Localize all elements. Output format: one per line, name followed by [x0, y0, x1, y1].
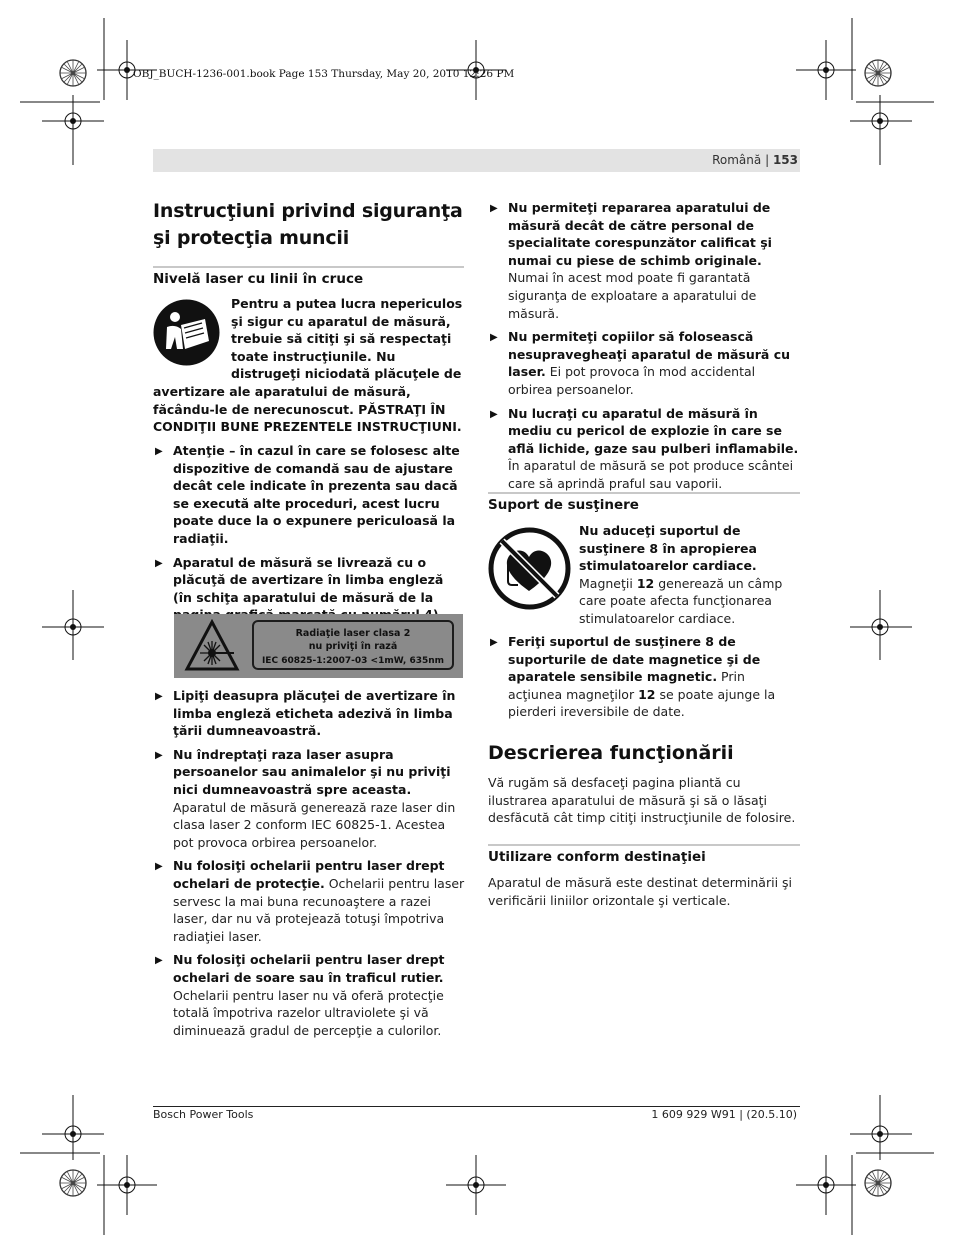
list-item	[153, 951, 465, 1039]
list-item	[153, 687, 465, 740]
support-intro-text: generează un câmp care poate afecta funcţionarea stimulatoarelor cardiace.	[579, 575, 783, 626]
header-language: Română	[712, 153, 762, 167]
bullet-number: 12	[638, 686, 656, 702]
bullet-icon: ▶	[155, 691, 163, 702]
bullet-bold-text: Lipiţi deasupra plăcuţei de avertizare în limba engleză eticheta adezivă în limba ţării dumneavoastră.	[173, 688, 456, 739]
section-rule	[488, 492, 800, 494]
bullet-text: Aparatul de măsură generează raze laser din clasa laser 2 conform IEC 60825-1. Acestea pot provoca orbirea persoanelor.	[173, 799, 456, 850]
footer-rule	[153, 1106, 800, 1107]
list-item	[153, 857, 465, 945]
bullet-bold-text: Nu lucraţi cu aparatul de măsură în mediu cu pericol de explozie în care se află lichide, gaze sau pulberi inflamabile.	[508, 405, 799, 456]
left-bullet-list-2	[153, 687, 465, 1039]
section-rule	[488, 844, 800, 846]
bullet-icon: ▶	[155, 557, 163, 569]
bullet-bold-text: Feriţi suportul de susţinere 8 de suporturile de date magnetice şi de aparatele sensibile magnetic.	[508, 634, 761, 685]
bullet-text: Ochelarii pentru laser nu vă oferă protecţie totală împotriva razelor ultraviolete şi vă diminuează gradul de percepţie a culorilor.	[173, 987, 444, 1038]
label-line-3: IEC 60825-1:2007-03 <1mW, 635nm	[261, 656, 445, 666]
bullet-icon: ▶	[155, 446, 163, 457]
bullet-bold-text: Nu permiteţi copiilor să folosească nesupravegheaţi aparatul de măsură cu laser.	[508, 329, 791, 380]
label-text-frame	[252, 620, 454, 670]
page-number: 153	[772, 153, 798, 167]
left-bullet-list	[153, 442, 465, 624]
section-title: Instrucţiuni privind siguranţa şi protecţia muncii	[153, 200, 463, 249]
list-item	[488, 405, 800, 493]
bullet-icon: ▶	[490, 637, 498, 648]
support-intro	[579, 522, 801, 628]
bullet-icon: ▶	[155, 955, 163, 967]
bullet-bold-text: Nu permiteţi repararea aparatului de măsură decât de către personal de specialitate corespunzător calificat şi numai cu piese de schimb originale.	[508, 200, 772, 268]
intended-use-heading: Utilizare conform destinaţiei	[488, 849, 706, 865]
laser-warning-label	[174, 614, 463, 678]
intro-paragraph	[153, 295, 465, 436]
list-item	[488, 199, 800, 322]
label-line-1: Radiaţie laser clasa 2	[295, 628, 411, 639]
print-slug: OBJ_BUCH-1236-001.book Page 153 Thursday, May 20, 2010 12:26 PM	[133, 68, 515, 80]
function-title: Descrierea funcţionării	[488, 742, 734, 764]
list-item	[488, 328, 800, 398]
list-item	[153, 746, 465, 852]
support-intro-number: 12	[636, 575, 655, 591]
subsection-title: Nivelă laser cu linii în cruce	[153, 271, 364, 287]
header-separator: |	[765, 153, 770, 167]
label-line-2: nu priviţi în rază	[308, 641, 398, 652]
bullet-icon: ▶	[155, 749, 163, 761]
footer-brand: Bosch Power Tools	[153, 1108, 254, 1121]
bullet-bold-text: Nu folosiţi ochelarii pentru laser drept ochelari de soare sau în traficul rutier.	[173, 952, 445, 985]
bullet-icon: ▶	[490, 332, 498, 344]
header-band	[153, 149, 800, 172]
bullet-bold-text: Nu îndreptaţi raza laser asupra persoanelor sau animalelor şi nu priviţi nici dumneavoastră spre aceasta.	[173, 746, 451, 797]
bullet-bold-text: Nu folosiţi ochelarii pentru laser drept ochelari de protecţie.	[173, 858, 445, 891]
bullet-text: Ochelarii pentru laser servesc la mai buna recunoaştere a razei laser, dar nu vă protejează totuşi împotriva radiaţiei laser.	[173, 875, 465, 944]
support-intro-text: Magneţii	[579, 575, 637, 591]
list-item	[153, 442, 465, 548]
intro-text: Pentru a putea lucra nepericulos şi sigur cu aparatul de măsură, trebuie să citiţi şi să respectaţi toate instrucţiunile. Nu distrugeţi niciodată plăcuţele de avertizare ale aparatului de măsură, făcându-le de nerecunoscut. PĂSTRAŢI ÎN CONDIŢII BUNE PREZENTELE INSTRUCŢIUNI.	[153, 296, 463, 435]
icon-float-space	[153, 295, 231, 368]
bullet-icon: ▶	[490, 203, 498, 214]
support-heading: Suport de susţinere	[488, 497, 639, 513]
bullet-icon: ▶	[155, 861, 163, 873]
bullet-text: În aparatul de măsură se pot produce scântei care să aprindă praful sau vaporii.	[508, 458, 794, 491]
bullet-icon: ▶	[490, 408, 498, 420]
support-bullet	[488, 633, 800, 721]
bullet-text: se poate ajunge la pierderi ireversibile de date.	[508, 686, 776, 720]
laser-hazard-icon	[184, 619, 240, 673]
footer-docnumber: 1 609 929 W91 | (20.5.10)	[651, 1108, 797, 1121]
bullet-bold-text: Aparatul de măsură se livrează cu o plăcuţă de avertizare în limba engleză (în schiţa aparatului de măsură de la	[173, 554, 444, 605]
no-pacemaker-icon	[488, 527, 571, 610]
section-rule	[153, 266, 464, 268]
bullet-bold-text: Atenţie – în cazul în care se folosesc alte dispozitive de comandă sau de ajustare decât cele indicate în prezenta sau dacă se execută alte proceduri, acest lucru poate duce la o expunere periculoasă la radiaţii.	[173, 443, 460, 546]
function-text: Vă rugăm să desfaceţi pagina pliantă cu ilustrarea aparatului de măsură şi să o lăsaţi desfăcută cât timp citiţi instrucţiunile de folosire.	[488, 775, 796, 826]
right-bullet-list	[488, 199, 800, 493]
support-intro-bold: Nu aduceţi suportul de susţinere 8 în apropierea stimulatoarelor cardiace.	[579, 523, 757, 574]
bullet-text: Ei pot provoca în mod accidental orbirea persoanelor.	[508, 364, 756, 397]
bullet-text: Prin acţiunea magneţilor	[508, 669, 745, 702]
intended-use-text: Aparatul de măsură este destinat determinării şi verificării liniilor orizontale şi verticale.	[488, 875, 793, 908]
running-header	[712, 153, 798, 167]
bullet-text: Numai în acest mod poate fi garantată siguranţa de exploatare a aparatului de măsură.	[508, 270, 757, 321]
